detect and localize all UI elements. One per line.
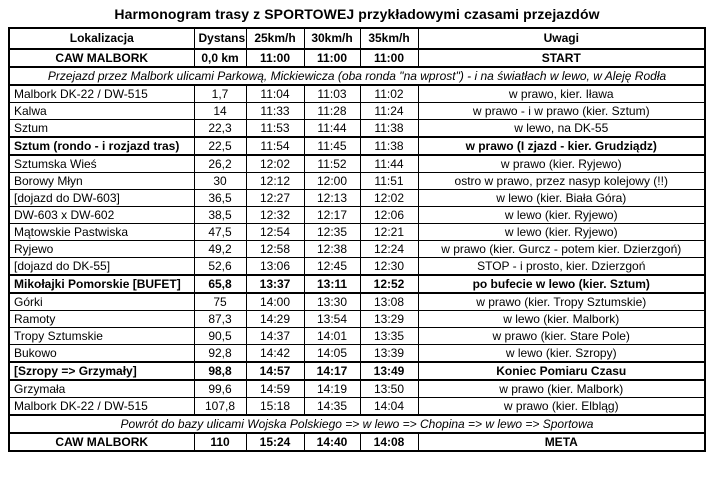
- distance-cell: 38,5: [194, 207, 246, 224]
- table-row: [9, 345, 705, 363]
- location-cell: Tropy Sztumskie: [9, 328, 194, 345]
- time-30kmh-cell: 12:35: [304, 224, 360, 241]
- time-35kmh-cell: 13:39: [360, 345, 418, 363]
- table-row: [9, 258, 705, 276]
- time-30kmh-cell: 13:30: [304, 293, 360, 311]
- note-row: [9, 67, 705, 85]
- time-30kmh-cell: 14:17: [304, 362, 360, 380]
- remarks-cell: w prawo (kier. Elbląg): [418, 398, 705, 416]
- time-30kmh-cell: 11:00: [304, 49, 360, 67]
- col-header-dystans: Dystans: [194, 28, 246, 49]
- remarks-cell: START: [418, 49, 705, 67]
- distance-cell: 99,6: [194, 380, 246, 398]
- location-cell: Malbork DK-22 / DW-515: [9, 398, 194, 416]
- page-title: Harmonogram trasy z SPORTOWEJ przykładowymi czasami przejazdów: [114, 6, 600, 22]
- time-35kmh-cell: 11:38: [360, 137, 418, 155]
- time-30kmh-cell: 11:44: [304, 120, 360, 138]
- time-25kmh-cell: 15:18: [246, 398, 304, 416]
- remarks-cell: ostro w prawo, przez nasyp kolejowy (!!): [418, 173, 705, 190]
- distance-cell: 22,5: [194, 137, 246, 155]
- time-25kmh-cell: 13:37: [246, 275, 304, 293]
- table-row: [9, 275, 705, 293]
- remarks-cell: STOP - i prosto, kier. Dzierzgoń: [418, 258, 705, 276]
- distance-cell: 0,0 km: [194, 49, 246, 67]
- time-30kmh-cell: 14:40: [304, 433, 360, 451]
- remarks-cell: w lewo (kier. Szropy): [418, 345, 705, 363]
- table-row: [9, 155, 705, 173]
- time-25kmh-cell: 11:00: [246, 49, 304, 67]
- table-row: [9, 173, 705, 190]
- time-30kmh-cell: 12:00: [304, 173, 360, 190]
- route-note: Powrót do bazy ulicami Wojska Polskiego => w lewo => Chopina => w lewo => Sportowa: [9, 415, 705, 433]
- col-header-35kmh: 35km/h: [360, 28, 418, 49]
- remarks-cell: META: [418, 433, 705, 451]
- remarks-cell: w prawo (kier. Gurcz - potem kier. Dzierzgoń): [418, 241, 705, 258]
- time-35kmh-cell: 12:52: [360, 275, 418, 293]
- distance-cell: 47,5: [194, 224, 246, 241]
- time-25kmh-cell: 11:54: [246, 137, 304, 155]
- col-header-lokalizacja: Lokalizacja: [9, 28, 194, 49]
- time-35kmh-cell: 12:24: [360, 241, 418, 258]
- time-35kmh-cell: 11:38: [360, 120, 418, 138]
- remarks-cell: w prawo (kier. Stare Pole): [418, 328, 705, 345]
- time-35kmh-cell: 14:04: [360, 398, 418, 416]
- distance-cell: 92,8: [194, 345, 246, 363]
- table-row: [9, 49, 705, 67]
- location-cell: Sztum: [9, 120, 194, 138]
- time-25kmh-cell: 14:37: [246, 328, 304, 345]
- remarks-cell: w lewo (kier. Biała Góra): [418, 190, 705, 207]
- time-30kmh-cell: 11:03: [304, 85, 360, 103]
- time-35kmh-cell: 11:00: [360, 49, 418, 67]
- distance-cell: 14: [194, 103, 246, 120]
- table-row: [9, 224, 705, 241]
- time-30kmh-cell: 14:05: [304, 345, 360, 363]
- remarks-cell: w lewo, na DK-55: [418, 120, 705, 138]
- time-30kmh-cell: 14:01: [304, 328, 360, 345]
- distance-cell: 22,3: [194, 120, 246, 138]
- location-cell: [dojazd do DK-55]: [9, 258, 194, 276]
- distance-cell: 1,7: [194, 85, 246, 103]
- remarks-cell: w lewo (kier. Ryjewo): [418, 224, 705, 241]
- time-30kmh-cell: 14:35: [304, 398, 360, 416]
- table-row: [9, 380, 705, 398]
- time-25kmh-cell: 11:33: [246, 103, 304, 120]
- time-30kmh-cell: 11:28: [304, 103, 360, 120]
- time-35kmh-cell: 13:35: [360, 328, 418, 345]
- time-25kmh-cell: 12:32: [246, 207, 304, 224]
- distance-cell: 36,5: [194, 190, 246, 207]
- location-cell: Ryjewo: [9, 241, 194, 258]
- location-cell: [Szropy => Grzymały]: [9, 362, 194, 380]
- time-25kmh-cell: 12:54: [246, 224, 304, 241]
- remarks-cell: w prawo (kier. Malbork): [418, 380, 705, 398]
- time-25kmh-cell: 11:53: [246, 120, 304, 138]
- time-30kmh-cell: 12:13: [304, 190, 360, 207]
- time-35kmh-cell: 11:44: [360, 155, 418, 173]
- route-note: Przejazd przez Malbork ulicami Parkową, Mickiewicza (oba ronda "na wprost") - i na światłach w lewo, w Aleję Rodła: [9, 67, 705, 85]
- time-35kmh-cell: 11:02: [360, 85, 418, 103]
- remarks-cell: w prawo (kier. Ryjewo): [418, 155, 705, 173]
- time-25kmh-cell: 15:24: [246, 433, 304, 451]
- table-row: [9, 207, 705, 224]
- remarks-cell: w prawo (I zjazd - kier. Grudziądz): [418, 137, 705, 155]
- time-25kmh-cell: 14:29: [246, 311, 304, 328]
- time-25kmh-cell: 11:04: [246, 85, 304, 103]
- remarks-cell: w lewo (kier. Ryjewo): [418, 207, 705, 224]
- time-35kmh-cell: 13:08: [360, 293, 418, 311]
- location-cell: CAW MALBORK: [9, 433, 194, 451]
- location-cell: CAW MALBORK: [9, 49, 194, 67]
- time-30kmh-cell: 12:17: [304, 207, 360, 224]
- time-25kmh-cell: 12:58: [246, 241, 304, 258]
- location-cell: Kalwa: [9, 103, 194, 120]
- distance-cell: 65,8: [194, 275, 246, 293]
- table-row: [9, 241, 705, 258]
- time-25kmh-cell: 14:42: [246, 345, 304, 363]
- header-row: [9, 28, 705, 49]
- time-35kmh-cell: 12:30: [360, 258, 418, 276]
- time-35kmh-cell: 13:50: [360, 380, 418, 398]
- table-row: [9, 293, 705, 311]
- time-25kmh-cell: 14:59: [246, 380, 304, 398]
- remarks-cell: w prawo - i w prawo (kier. Sztum): [418, 103, 705, 120]
- time-35kmh-cell: 11:24: [360, 103, 418, 120]
- col-header-30kmh: 30km/h: [304, 28, 360, 49]
- time-25kmh-cell: 12:12: [246, 173, 304, 190]
- time-30kmh-cell: 12:45: [304, 258, 360, 276]
- time-25kmh-cell: 12:02: [246, 155, 304, 173]
- distance-cell: 87,3: [194, 311, 246, 328]
- location-cell: Mikołajki Pomorskie [BUFET]: [9, 275, 194, 293]
- location-cell: Mątowskie Pastwiska: [9, 224, 194, 241]
- table-row: [9, 362, 705, 380]
- time-30kmh-cell: 12:38: [304, 241, 360, 258]
- location-cell: Bukowo: [9, 345, 194, 363]
- distance-cell: 90,5: [194, 328, 246, 345]
- table-row: [9, 103, 705, 120]
- time-35kmh-cell: 13:49: [360, 362, 418, 380]
- distance-cell: 107,8: [194, 398, 246, 416]
- distance-cell: 98,8: [194, 362, 246, 380]
- time-35kmh-cell: 13:29: [360, 311, 418, 328]
- time-35kmh-cell: 11:51: [360, 173, 418, 190]
- location-cell: Sztumska Wieś: [9, 155, 194, 173]
- table-row: [9, 120, 705, 138]
- time-35kmh-cell: 12:02: [360, 190, 418, 207]
- table-row: [9, 190, 705, 207]
- table-row: [9, 433, 705, 451]
- distance-cell: 26,2: [194, 155, 246, 173]
- distance-cell: 52,6: [194, 258, 246, 276]
- location-cell: [dojazd do DW-603]: [9, 190, 194, 207]
- remarks-cell: w prawo, kier. Iława: [418, 85, 705, 103]
- time-30kmh-cell: 13:54: [304, 311, 360, 328]
- table-row: [9, 311, 705, 328]
- time-25kmh-cell: 13:06: [246, 258, 304, 276]
- location-cell: Górki: [9, 293, 194, 311]
- distance-cell: 75: [194, 293, 246, 311]
- time-30kmh-cell: 14:19: [304, 380, 360, 398]
- location-cell: Ramoty: [9, 311, 194, 328]
- time-25kmh-cell: 12:27: [246, 190, 304, 207]
- location-cell: Borowy Młyn: [9, 173, 194, 190]
- remarks-cell: w lewo (kier. Malbork): [418, 311, 705, 328]
- col-header-uwagi: Uwagi: [418, 28, 705, 49]
- distance-cell: 110: [194, 433, 246, 451]
- distance-cell: 49,2: [194, 241, 246, 258]
- col-header-25kmh: 25km/h: [246, 28, 304, 49]
- schedule-body: [9, 49, 705, 451]
- location-cell: Sztum (rondo - i rozjazd tras): [9, 137, 194, 155]
- table-row: [9, 85, 705, 103]
- time-30kmh-cell: 13:11: [304, 275, 360, 293]
- note-row: [9, 415, 705, 433]
- time-30kmh-cell: 11:45: [304, 137, 360, 155]
- time-35kmh-cell: 12:21: [360, 224, 418, 241]
- table-row: [9, 398, 705, 416]
- remarks-cell: po bufecie w lewo (kier. Sztum): [418, 275, 705, 293]
- time-35kmh-cell: 14:08: [360, 433, 418, 451]
- table-row: [9, 137, 705, 155]
- distance-cell: 30: [194, 173, 246, 190]
- table-row: [9, 328, 705, 345]
- location-cell: Grzymała: [9, 380, 194, 398]
- remarks-cell: Koniec Pomiaru Czasu: [418, 362, 705, 380]
- route-schedule-table: [8, 27, 706, 452]
- time-25kmh-cell: 14:00: [246, 293, 304, 311]
- remarks-cell: w prawo (kier. Tropy Sztumskie): [418, 293, 705, 311]
- time-25kmh-cell: 14:57: [246, 362, 304, 380]
- location-cell: Malbork DK-22 / DW-515: [9, 85, 194, 103]
- location-cell: DW-603 x DW-602: [9, 207, 194, 224]
- time-30kmh-cell: 11:52: [304, 155, 360, 173]
- time-35kmh-cell: 12:06: [360, 207, 418, 224]
